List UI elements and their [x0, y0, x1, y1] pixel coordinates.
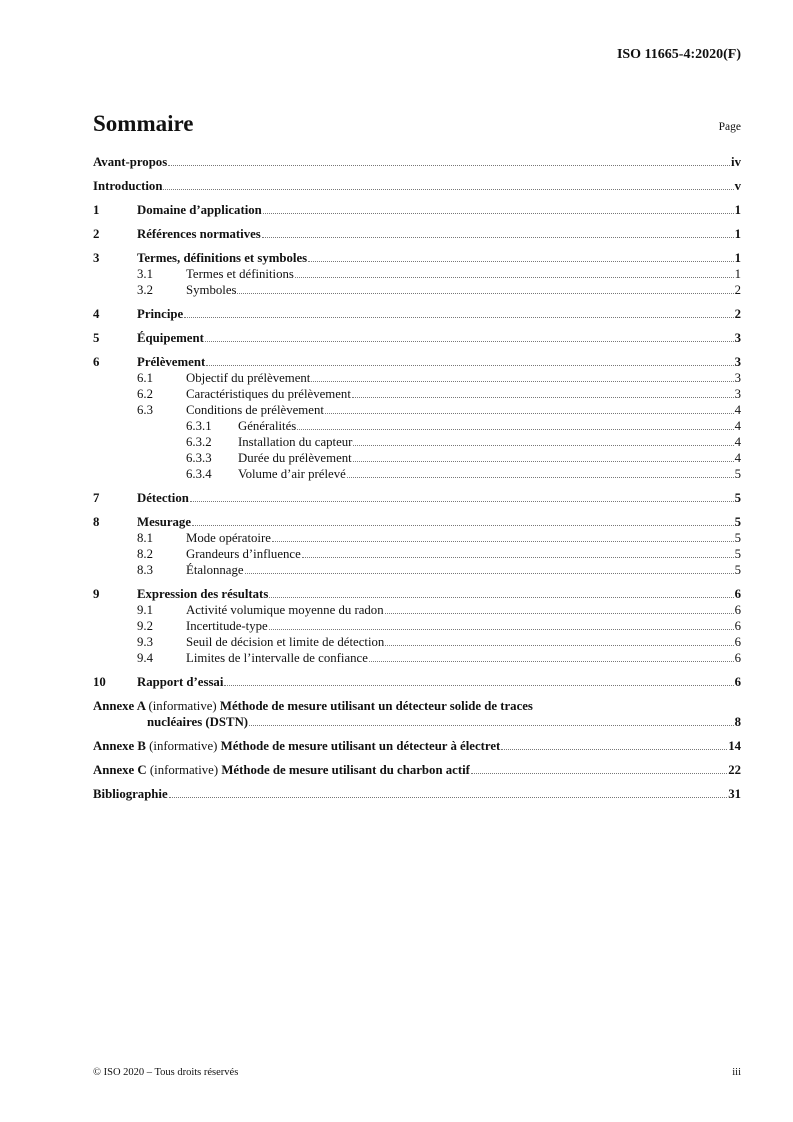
dot-leader	[385, 645, 733, 646]
toc-entry[interactable]	[93, 418, 741, 434]
toc-entry-page: 5	[734, 563, 741, 577]
toc-entry-title: Caractéristiques du prélèvement	[186, 387, 351, 401]
dot-leader	[325, 413, 734, 414]
toc-entry-page: 3	[734, 371, 741, 385]
toc-entry[interactable]	[93, 618, 741, 634]
toc-entry-page: 2	[734, 283, 741, 297]
toc-entry-page: 6	[734, 651, 741, 665]
toc-entry[interactable]	[93, 306, 741, 322]
toc-entry-page: 6	[734, 675, 741, 689]
dot-leader	[262, 237, 734, 238]
toc-entry-title: Installation du capteur	[238, 435, 353, 449]
toc-entry-number: 6.3	[137, 403, 153, 417]
toc-entry-number: 4	[93, 307, 100, 321]
toc-entry-page: 1	[734, 227, 741, 241]
toc-entry-number: 8.3	[137, 563, 153, 577]
toc-entry-page: 5	[734, 531, 741, 545]
toc-entry[interactable]	[93, 370, 741, 386]
toc-entry-number: 9.4	[137, 651, 153, 665]
toc-entry[interactable]	[93, 530, 741, 546]
toc-entry-number: 6.3.3	[186, 451, 212, 465]
toc-entry[interactable]	[93, 514, 741, 530]
toc-entry-number: 10	[93, 675, 106, 689]
toc-entry-number: 2	[93, 227, 100, 241]
toc-entry-page: 4	[734, 419, 741, 433]
footer-copyright: © ISO 2020 – Tous droits réservés	[93, 1067, 239, 1078]
toc-entry-page: 22	[728, 763, 741, 777]
toc-entry-page: 6	[734, 635, 741, 649]
annex-title: Méthode de mesure utilisant du charbon actif	[221, 763, 470, 777]
annex-label: Annexe A	[93, 699, 146, 713]
table-of-contents	[93, 154, 741, 802]
toc-entry-title: Avant-propos	[93, 155, 168, 169]
document-id: ISO 11665-4:2020(F)	[616, 47, 741, 62]
dot-leader	[302, 557, 734, 558]
page-column-label: Page	[718, 121, 741, 133]
toc-entry-title: Activité volumique moyenne du radon	[186, 603, 384, 617]
toc-entry-page: v	[734, 179, 741, 193]
toc-entry-page: 1	[734, 203, 741, 217]
dot-leader	[192, 525, 734, 526]
dot-leader	[224, 685, 733, 686]
toc-entry[interactable]	[93, 282, 741, 298]
toc-entry-number: 3	[93, 251, 100, 265]
toc-entry-page: 6	[734, 603, 741, 617]
toc-annex-title	[93, 738, 500, 754]
toc-entry[interactable]	[93, 650, 741, 666]
toc-entry-page: 8	[734, 715, 741, 729]
page-title: Sommaire	[93, 111, 194, 136]
toc-entry-number: 3.2	[137, 283, 153, 297]
toc-entry[interactable]	[93, 546, 741, 562]
toc-entry[interactable]	[93, 226, 741, 242]
dot-leader	[385, 613, 734, 614]
toc-entry-page: iv	[731, 155, 741, 169]
toc-entry-page: 6	[734, 619, 741, 633]
dot-leader	[163, 189, 733, 190]
toc-entry-title: Introduction	[93, 179, 163, 193]
dot-leader	[272, 541, 734, 542]
toc-entry-page: 3	[734, 355, 741, 369]
toc-entry[interactable]	[93, 250, 741, 266]
toc-entry[interactable]	[93, 490, 741, 506]
toc-entry[interactable]	[93, 354, 741, 370]
dot-leader	[352, 397, 734, 398]
footer-page-number: iii	[732, 1067, 741, 1078]
toc-entry-number: 8	[93, 515, 100, 529]
toc-entry[interactable]	[93, 266, 741, 282]
toc-entry-title: Rapport d’essai	[137, 675, 224, 689]
toc-entry-number: 6.3.1	[186, 419, 212, 433]
toc-entry[interactable]	[93, 466, 741, 482]
annex-label: Annexe B	[93, 739, 146, 753]
toc-entry-number: 6.2	[137, 387, 153, 401]
toc-entry[interactable]	[93, 202, 741, 218]
toc-entry-page: 5	[734, 515, 741, 529]
toc-entry-title: Prélèvement	[137, 355, 206, 369]
toc-entry-title: Durée du prélèvement	[238, 451, 352, 465]
toc-entry-number: 6.3.2	[186, 435, 212, 449]
annex-type: (informative)	[149, 739, 218, 753]
dot-leader	[263, 213, 734, 214]
toc-entry-page: 2	[734, 307, 741, 321]
toc-entry-page: 1	[734, 267, 741, 281]
toc-entry-title: Incertitude-type	[186, 619, 268, 633]
toc-entry-number: 8.2	[137, 547, 153, 561]
annex-type: (informative)	[149, 763, 219, 777]
dot-leader	[206, 365, 733, 366]
toc-annex-entry[interactable]	[93, 698, 741, 730]
toc-entry-page: 4	[734, 403, 741, 417]
dot-leader	[237, 293, 733, 294]
toc-entry[interactable]	[93, 178, 741, 194]
toc-entry-title: Mode opératoire	[186, 531, 271, 545]
dot-leader	[501, 749, 727, 750]
toc-entry[interactable]	[93, 402, 741, 418]
toc-entry-title: Seuil de décision et limite de détection	[186, 635, 385, 649]
toc-entry-page: 4	[734, 435, 741, 449]
dot-leader	[311, 381, 733, 382]
toc-entry-title: Conditions de prélèvement	[186, 403, 324, 417]
toc-entry-number: 8.1	[137, 531, 153, 545]
toc-entry[interactable]	[93, 330, 741, 346]
toc-entry-number: 6.3.4	[186, 467, 212, 481]
toc-entry[interactable]	[93, 386, 741, 402]
toc-bibliography[interactable]	[93, 786, 741, 802]
dot-leader	[269, 597, 733, 598]
annex-title: Méthode de mesure utilisant un détecteur solide de traces	[219, 699, 533, 713]
toc-entry-number: 1	[93, 203, 100, 217]
toc-annex-title	[93, 762, 470, 778]
toc-entry-page: 1	[734, 251, 741, 265]
toc-entry-page: 31	[728, 787, 741, 801]
toc-entry-number: 9	[93, 587, 100, 601]
toc-entry-page: 5	[734, 547, 741, 561]
toc-entry-number: 3.1	[137, 267, 153, 281]
toc-entry-page: 6	[734, 587, 741, 601]
annex-title-line	[93, 698, 741, 714]
toc-entry-title: Grandeurs d’influence	[186, 547, 301, 561]
dot-leader	[353, 461, 734, 462]
toc-entry-number: 6.1	[137, 371, 153, 385]
toc-entry[interactable]	[93, 674, 741, 690]
toc-entry-title: Bibliographie	[93, 787, 168, 801]
toc-entry-title: Mesurage	[137, 515, 192, 529]
toc-entry[interactable]	[93, 154, 741, 170]
toc-entry-number: 9.2	[137, 619, 153, 633]
dot-leader	[297, 429, 733, 430]
toc-entry-title: Équipement	[137, 331, 204, 345]
toc-annex-title	[93, 699, 533, 713]
toc-entry-number: 6	[93, 355, 100, 369]
toc-entry-title: Objectif du prélèvement	[186, 371, 311, 385]
toc-entry-title: Volume d’air prélevé	[238, 467, 346, 481]
toc-entry-title: Références normatives	[137, 227, 261, 241]
toc-entry-page: 5	[734, 491, 741, 505]
dot-leader	[245, 573, 734, 574]
dot-leader	[308, 261, 733, 262]
dot-leader	[190, 501, 734, 502]
toc-entry-title: Étalonnage	[186, 563, 244, 577]
annex-title-continued: nucléaires (DSTN)	[147, 715, 249, 729]
toc-annex-entry[interactable]	[93, 762, 741, 778]
toc-entry-number: 9.3	[137, 635, 153, 649]
toc-entry-title: Détection	[137, 491, 189, 505]
toc-entry-page: 14	[728, 739, 741, 753]
dot-leader	[205, 341, 734, 342]
dot-leader	[269, 629, 734, 630]
toc-entry[interactable]	[93, 434, 741, 450]
toc-entry-title: Termes et définitions	[186, 267, 294, 281]
toc-entry[interactable]	[93, 634, 741, 650]
annex-type: (informative)	[148, 699, 217, 713]
dot-leader	[369, 661, 734, 662]
dot-leader	[249, 725, 734, 726]
dot-leader	[168, 165, 730, 166]
toc-annex-entry[interactable]	[93, 738, 741, 754]
dot-leader	[169, 797, 728, 798]
toc-entry[interactable]	[93, 562, 741, 578]
toc-entry-page: 5	[734, 467, 741, 481]
toc-entry-number: 5	[93, 331, 100, 345]
toc-entry-title: Termes, définitions et symboles	[137, 251, 308, 265]
toc-entry[interactable]	[93, 450, 741, 466]
toc-entry-page: 3	[734, 331, 741, 345]
toc-entry-number: 7	[93, 491, 100, 505]
toc-entry-title: Limites de l’intervalle de confiance	[186, 651, 368, 665]
dot-leader	[184, 317, 733, 318]
toc-entry-title: Symboles	[186, 283, 237, 297]
dot-leader	[347, 477, 734, 478]
annex-label: Annexe C	[93, 763, 147, 777]
toc-entry[interactable]	[93, 586, 741, 602]
toc-entry-number: 9.1	[137, 603, 153, 617]
toc-entry-page: 3	[734, 387, 741, 401]
toc-entry-page: 4	[734, 451, 741, 465]
dot-leader	[295, 277, 734, 278]
dot-leader	[471, 773, 727, 774]
toc-entry-title: Domaine d’application	[137, 203, 262, 217]
dot-leader	[353, 445, 733, 446]
toc-entry-title: Généralités	[238, 419, 297, 433]
toc-entry-title: Expression des résultats	[137, 587, 269, 601]
toc-entry-title: Principe	[137, 307, 184, 321]
annex-title: Méthode de mesure utilisant un détecteur à électret	[220, 739, 501, 753]
toc-entry[interactable]	[93, 602, 741, 618]
